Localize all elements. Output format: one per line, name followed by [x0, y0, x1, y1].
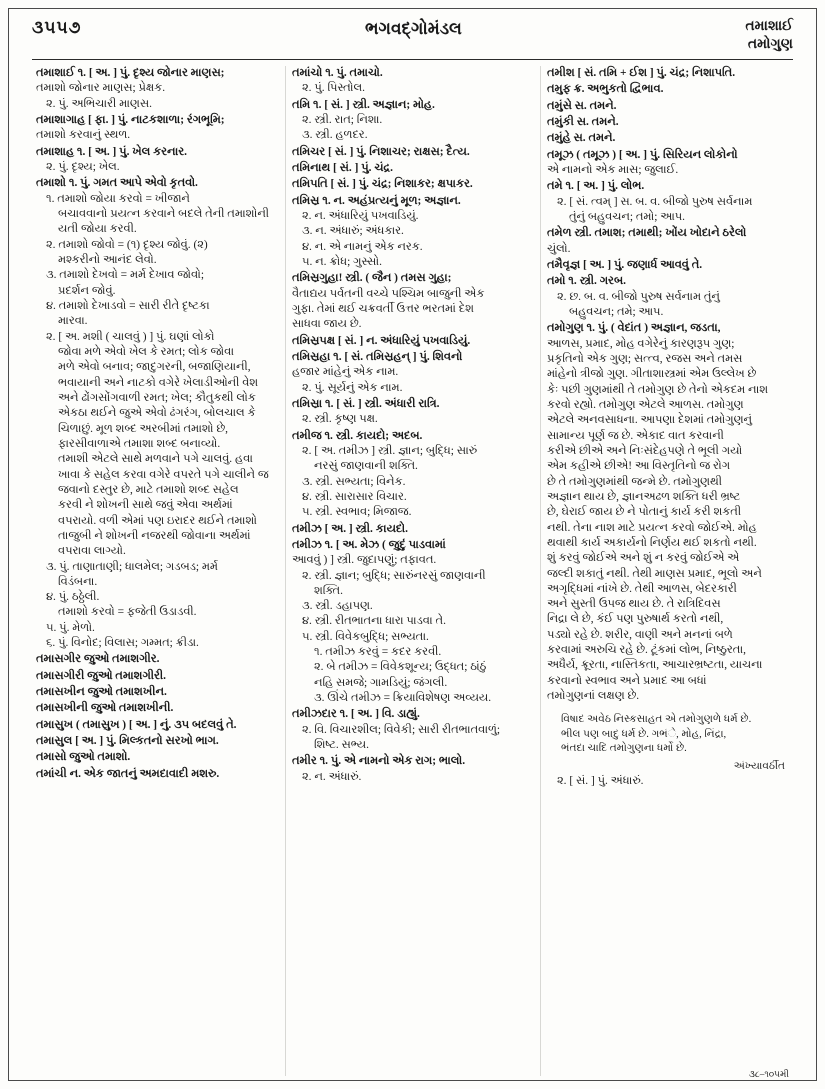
entry-continuation-line: સામાન્ય પૂર્ણ જ છે. એકાદ વાત કરવાની: [547, 429, 724, 442]
entry-headword-line: તમુંસે સ. તમને.: [547, 99, 617, 112]
entry-continuation-line: અને સુસ્તી ઉપજ થાય છે. તે રાત્રિદિવસ: [547, 598, 721, 611]
entry-headword-line: તમિસ્રહા ૧. [ સં. તમિસ્રહન્ ] પું. શિવનો: [292, 350, 463, 363]
entry-continuation-line: પડ્યો રહે છે. શરીર, વાણી અને મનનાં બળે: [547, 628, 733, 641]
entry-continuation-line: કેઃ પછી ગુણમાંથી તે તમોગુણ છે તેનો એકદમ નાશ: [547, 383, 769, 396]
entry-sense-line: ૨. તમાશો જોવો = (૧) દૃશ્ય જોવું. (૨): [46, 238, 208, 251]
entry-headword-line: તમોગુણ ૧. પું. ( વેદાંત ) અજ્ઞાન, જડતા,: [547, 322, 721, 335]
dictionary-entry: [292, 522, 534, 537]
entry-continuation-line: નિદ્રા લે છે, કંઈ પણ પુરુષાર્થ કરતો નથી,: [547, 613, 724, 626]
entry-headword-line: તમાસખીન જુઓ તમાશખીન.: [36, 686, 167, 699]
entry-continuation-line: થવાથી કાર્ય અકાર્યનો નિર્ણય થઈ શકતો નથી.: [547, 536, 757, 549]
entry-sense-line: ૪. સ્ત્રી. સારાસાર વિચાર.: [302, 490, 407, 503]
entry-headword-line: તમાશો ૧. પું. ગમત આપે એવો કૃતવો.: [36, 177, 198, 190]
entry-continuation-line: કરવામાં અરુચિ રહે છે. ટૂંકમાં લોભ, નિષ્ઠુરતા,: [547, 644, 746, 657]
dictionary-entry: [547, 66, 789, 81]
entry-headword-line: તમૂઝ ( તમૂઝ ) [ અ. ] પું. સિરિયન લોકોનો: [547, 148, 738, 161]
entry-sense-line: ૪. પું. ઠઠ્ઠેલી.: [46, 591, 100, 604]
entry-headword-line: તમીઝ [ અ. ] સ્ત્રી. કાયદો.: [292, 522, 408, 535]
entry-subsense-line: એકઠા થઈને જુએ એવો ઢંગરંગ, બોલચાલ કે: [58, 407, 256, 420]
entry-subsense-line: જોવા મળે એવો ખેલ કે રમત; લોક જોવા: [58, 345, 235, 358]
entry-continuation-line: ચુંલો.: [547, 242, 571, 255]
entry-subsense-line: અને ઢોંગસોંગવાળી રમત; ખેલ; કૌતુકથી લોક: [58, 391, 256, 404]
entry-sense-line: ૨. સ્ત્રી. કૃષ્ણ પક્ષ.: [302, 413, 378, 426]
entry-headword-line: તમિસ્રગુહા! સ્ત્રી. ( જૈન ) તમસ ગુહા;: [292, 272, 452, 285]
entry-sense-line: ૨. [ સં. ત્વમ્ ] સ. બ. વ. બીજો પુરુષ સર્વનામ: [557, 195, 753, 208]
dictionary-entry: [36, 701, 279, 716]
entry-subsense-line: ભવાયાની અને નાટકો વગેરે ખેલાડીઓની વેશ: [58, 376, 259, 389]
contributor-signature: અંખ્યાવર્ઠીત: [733, 761, 785, 773]
entry-headword-line: તમુંકી સ. તમને.: [547, 115, 619, 128]
entry-continuation-line: કરીએ છીએ અને નિઃસંદેહપણે તે ભૂલી ગયો: [547, 444, 743, 457]
entry-subsense-line: નરસું જાણવાની શક્તિ.: [314, 460, 418, 473]
dictionary-entry: [36, 669, 279, 684]
entry-headword-line: તમિપતિ [ સં. ] પું. ચંદ્ર; નિશાકર; ક્ષપાકર.: [292, 178, 473, 191]
entry-headword-line: તમાશાહ ૧. [ અ. ] પું. ખેલ કરનાર.: [36, 145, 188, 158]
entry-sense-line: ૪. સ્ત્રી. રીતભાતના ધારા પાડવા તે.: [302, 615, 446, 628]
entry-continuation-line: શું કરવું જોઈએ અને શું ન કરવું જોઈએ એ: [547, 552, 740, 565]
entry-continuation-line: સાધવા જાય છે.: [292, 318, 362, 331]
entry-headword-line: તમીજ ૧. સ્ત્રી. કાયદો; અદબ.: [292, 429, 423, 442]
dictionary-entry: [36, 66, 279, 112]
entry-subsense-line: તમાશો કરવો = ફજેતી ઉડાડવી.: [58, 606, 197, 619]
column-1: [30, 66, 285, 1076]
dictionary-entry: [292, 271, 534, 332]
dictionary-entry: [547, 774, 789, 789]
header-rule: [32, 59, 793, 60]
entry-headword-line: તમિચર [ સં. ] પું. નિશાચર; રાક્ષસ; દૈત્ય.: [292, 145, 470, 158]
entry-subsense-line: ૨. બે તમીઝ = વિવેકશૂન્ય; ઉદ્ધત; ઠાંઠું: [314, 661, 487, 674]
dictionary-entry: [292, 397, 534, 428]
entry-headword-line: તમાસખીની જુઓ તમાશખીની.: [36, 702, 174, 715]
running-head-line1: તમાશાઈ: [745, 19, 793, 34]
entry-subsense-line: શિષ્ટ. સભ્ય.: [314, 739, 369, 752]
dictionary-entry: [292, 145, 534, 160]
entry-sense-line: ૨. સ્ત્રી. રાત; નિશા.: [302, 113, 383, 126]
dictionary-entry: [292, 754, 534, 785]
entry-sense-line: ૩. પું. તાણાતાણી; ધાલમેલ; ગડબડ; મર્મ: [46, 560, 218, 573]
entry-sense-line: ૨. ન. અંધારું.: [302, 770, 362, 783]
entry-headword-line: તમાંચી ન. એક જાતનું અમદાવાદી મશરુ.: [36, 767, 220, 780]
entry-continuation-line: અજ્ઞાન થાય છે, જ્ઞાનઅઢળ શક્તિ ધરી ભ્રષ્ટ: [547, 490, 741, 503]
column-3: [540, 66, 795, 1079]
entry-headword-line: તમે ૧. [ અ. ] પું. લોભ.: [547, 180, 645, 193]
entry-headword-line: તમિસ્રપક્ષ [ સં. ] ન. અંધારિયું પખવાડિયું.: [292, 334, 471, 347]
entry-sense-line: ૫. પું. મેળો.: [46, 621, 95, 634]
entry-continuation-line: વિષાદ અવેઠ નિસ્કસાહત એ તમોગુણળે ધર્મ છે.: [561, 714, 752, 726]
entry-continuation-line: છે તે તમોગુણમાંથી જન્મે છે. તમોગુણથી: [547, 475, 722, 488]
entry-continuation-line: જલ્દી શકાતું નથી. તેથી માણસ પ્રમાદ, ભૂલો અને: [547, 567, 762, 580]
entry-sense-line: ૩. સ્ત્રી. હળદર.: [302, 129, 368, 142]
catchword: ૩૮–૧૦૫મી: [748, 1068, 789, 1079]
entry-sense-line: ૫. સ્ત્રી. વિવેકબુદ્ધિ; સભ્યતા.: [302, 630, 429, 643]
entry-subsense-line: મશ્કરીનો આનંદ લેવો.: [58, 253, 157, 266]
dictionary-entry: [36, 750, 279, 765]
entry-continuation-line: તમાશો કરવાનું સ્થળ.: [36, 129, 131, 142]
entry-sense-line: ૨. વિ. વિચારશીલ; વિવેકી; સારી રીતભાતવાળું;: [302, 723, 501, 736]
dictionary-entry: [36, 734, 279, 749]
entry-continuation-line: હજાર માંહેનું એક નામ.: [292, 366, 399, 379]
dictionary-entry: [36, 685, 279, 700]
dictionary-entry: [547, 82, 789, 97]
entry-subsense-line: જવાનો દસ્તુર છે, માટે તમાશો શબ્દ સહેલ: [58, 483, 239, 496]
entry-sense-line: ૬. પું. વિનોદ; વિલાસ; ગમ્મત; ક્રીડા.: [46, 637, 199, 650]
entry-continuation-line: એમ કહીએ છીએ! આ વિસ્તૃતિનો જ રોગ: [547, 460, 731, 473]
entry-headword-line: તમાસો જુઓ તમાશો.: [36, 751, 131, 764]
dictionary-entry: [292, 707, 534, 753]
entry-subsense-line: વિડંબના.: [58, 575, 98, 588]
entry-continuation-line: કરવાનો સ્વભાવ અને પ્રમાદ આ બધાં: [547, 674, 707, 687]
entry-headword-line: તમીઝ ૧. [ અ. મેઝ ( જુદું પાડવામાં: [292, 538, 446, 551]
entry-headword-line: તમો ૧. સ્ત્રી. ગરબ.: [547, 275, 626, 288]
dictionary-entry: [292, 177, 534, 192]
dictionary-entry: [547, 99, 789, 114]
entry-subsense-line: તમાશી એટલે સાથે મળવાને પગે ચાલવું. હવા: [58, 453, 253, 466]
entry-subsense-line: મારવા.: [58, 315, 88, 328]
dictionary-entry: [36, 113, 279, 144]
dictionary-entry: [36, 718, 279, 733]
entry-subsense-line: ૩. ઊંચે તમીઝ = ક્રિયાવિશેષણ અવ્યય.: [314, 692, 492, 705]
dictionary-entry: [292, 98, 534, 144]
entry-headword-line: તમાસગીરી જુઓ તમાશગીરી.: [36, 669, 167, 682]
footnote: [547, 713, 789, 756]
dictionary-entry: [547, 179, 789, 225]
entry-sense-line: ૫. સ્ત્રી. સ્વભાવ; મિજાજ.: [302, 506, 412, 519]
dictionary-entry: [36, 652, 279, 667]
entry-headword-line: તમાંચો ૧. પું. તમાચો.: [292, 67, 383, 79]
entry-continuation-line: કરવો રહ્યો. તમોગુણ એટલે આળસ. તમોગુણ: [547, 398, 744, 411]
entry-continuation-line: અધૈર્ય, ક્રૂરતા, નાસ્તિકતા, આચારભ્રષ્ટતા, યાચના: [547, 659, 763, 672]
entry-sense-line: ૪. તમાશો દેખાડવો = સારી રીતે દૃષ્ટકા: [46, 299, 210, 312]
entry-continuation-line: આવવું ) ] સ્ત્રી. જુદાપણું; તફાવત.: [292, 554, 437, 567]
entry-continuation-line: વૈતાદ્યય પર્વતની વચ્ચે પશ્ચિમ બાજુની એક: [292, 287, 485, 300]
entry-continuation-line: એટલે અનવસાધના. આપણા દેશમાં તમોગુણનું: [547, 414, 752, 427]
entry-sense-line: ૪. ન. એ નામનું એક નરક.: [302, 240, 423, 253]
entry-subsense-line: તુંનું બહુવચન; તમો; આપ.: [569, 210, 686, 223]
dictionary-entry: [292, 161, 534, 176]
entry-sense-line: ૨. [ સં. ] પું. અંધારું.: [557, 775, 644, 788]
entry-headword-line: તમુંહે સ. તમને.: [547, 132, 616, 145]
entry-subsense-line: યતી જોયા કરવી.: [58, 223, 137, 236]
entry-sense-line: ૨. પું. અભિચારી માણસ.: [46, 97, 152, 110]
entry-subsense-line: વપરાયો. વળી એમાં પણ ઇરાદર થઈને તમાશો: [58, 514, 257, 527]
running-head-line2: તમોગુણ: [747, 36, 793, 52]
dictionary-entry: [36, 767, 279, 782]
running-head: [745, 18, 793, 53]
entry-sense-line: ૨. પું. સૂર્યનું એક નામ.: [302, 381, 403, 394]
entry-subsense-line: ખાવા કે સહેલ કરવા વગેરે વપરતે પગે ચાલીને જ: [58, 468, 269, 481]
entry-subsense-line: ચિળાછું. મૂળ શબ્દ અરબીમાં તમાશો છે,: [58, 422, 229, 435]
entry-continuation-line: અગૃદ્ધિમાં નાંખે છે. તેથી આળસ, બેદરકારી: [547, 582, 737, 595]
entry-subsense-line: મળે એવો બનાવ; જાદુગરની, બજાણિયાની,: [58, 361, 251, 374]
entry-headword-line: તમીઝદાર ૧. [ અ. ] વિ. ડાહ્યું.: [292, 708, 420, 721]
column-2: [285, 66, 540, 1076]
entry-subsense-line: ફારસીવાળાએ તમાશા શબ્દ બનાવ્યો.: [58, 437, 221, 450]
entry-continuation-line: ગુફા. તેમાં થઈ ચક્રવર્તી ઉત્તર ભરતમાં દેશ: [292, 302, 474, 315]
entry-subsense-line: તાજુબી ને શોખની નજરથી જોવાના અર્થમાં: [58, 529, 251, 542]
entry-headword-line: તમેળ સ્ત્રી. તમાશ; તમાથી; ખોંય ખોદાને ઠરેલો: [547, 227, 747, 240]
entry-sense-line: ૨. [ અ. તમીઝ ] સ્ત્રી. જ્ઞાન; બુદ્ધિ; સારું: [302, 444, 478, 457]
entry-continuation-line: તમોગુણનાં લક્ષણ છે.: [547, 690, 640, 703]
page-title: ભગવદ્ગોમંડલ: [364, 19, 462, 38]
entry-headword-line: તમિનાથ [ સં. ] પું. ચંદ્ર.: [292, 161, 394, 174]
entry-subsense-line: બચાવવાનો પ્રયત્ન કરવાને બદલે તેની તમાશોની: [58, 207, 270, 220]
entry-headword-line: તમીશ [ સં. તમિ + ઈશ ] પું. ચંદ્ર; નિશાપતિ.: [547, 67, 736, 79]
entry-continuation-line: છે, ઘેરાઈ જાય છે ને પોતાનું કાર્ય કરી શકતી: [547, 506, 742, 519]
entry-sense-line: ૧. તમાશો જોયા કરવો = ખીજાને: [46, 192, 190, 205]
entry-sense-line: ૩. ન. અંધારું; અંધકાર.: [302, 225, 404, 238]
entry-sense-line: ૨. પું. દૃશ્ય; ખેલ.: [46, 160, 120, 173]
entry-subsense-line: કરવી ને શોખની સાથે જવું એવા અર્થમાં: [58, 499, 233, 512]
dictionary-entry: [292, 334, 534, 349]
dictionary-entry: [292, 429, 534, 521]
entry-subsense-line: બહુવચન; તમે; આપ.: [569, 305, 664, 318]
entry-sense-line: ૩. તમાશો દેખવો = મર્મ દેખાવ જોવો;: [46, 269, 205, 282]
folio-number: ૩૫૫૭: [32, 18, 82, 37]
entry-sense-line: ૨. સ્ત્રી. જ્ઞાન; બુદ્ધિ; સારુંનરસું જાણવાની: [302, 569, 486, 582]
dictionary-entry: [36, 145, 279, 176]
entry-subsense-line: નહિ સમજે; ગામડિયું; જંગલી.: [314, 676, 448, 689]
dictionary-entry: [547, 258, 789, 273]
entry-headword-line: તમાશાઈ ૧. [ અ. ] પું. દૃશ્ય જોનાર માણસ;: [36, 67, 225, 79]
entry-headword-line: તમાસુલ [ અ. ] પું. મિલ્કતનો સરખો ભાગ.: [36, 735, 219, 748]
entry-continuation-line: તમાશો જોનાર માણસ; પ્રેક્ષક.: [36, 82, 166, 95]
dictionary-entry: [547, 321, 789, 704]
entry-subsense-line: વપરાવા લાગ્યો.: [58, 545, 126, 558]
columns-container: [18, 66, 807, 1079]
entry-sense-line: ૨. પું. પિસ્તોલ.: [302, 82, 365, 95]
entry-sense-line: ૩. સ્ત્રી. ડહાપણ.: [302, 600, 373, 613]
entry-headword-line: તમીર ૧. પું. એ નામનો એક રાગ; ભાલો.: [292, 755, 466, 768]
dictionary-entry: [547, 131, 789, 146]
entry-headword-line: તમાસગીર જુઓ તમાશગીર.: [36, 653, 160, 666]
entry-continuation-line: એ નામનો એક માસ; જુલાઈ.: [547, 163, 679, 176]
dictionary-entry: [547, 226, 789, 257]
entry-headword-line: તમાસુખ ( તમાસુખ ) [ અ. ] નું. ૩૫ બદલવું તે.: [36, 718, 237, 731]
entry-headword-line: તમુફ ક્ર. અભુકતો દ્વિભાવ.: [547, 83, 664, 96]
dictionary-entry: [547, 148, 789, 179]
dictionary-entry: [292, 194, 534, 271]
dictionary-entry: [547, 115, 789, 130]
entry-subsense-line: શક્તિ.: [314, 584, 343, 597]
entry-subsense-line: પ્રદર્શન જોવું.: [58, 284, 116, 297]
entry-headword-line: તમાશાગાહ [ ફા. ] પું. નાટકશાળા; રંગભૂમિ;: [36, 113, 225, 126]
entry-continuation-line: નથી. તેના નાશ માટે પ્રયત્ન કરવો જોઈએ. મોહ: [547, 521, 757, 534]
entry-sense-line: ૩. સ્ત્રી. સભ્યતા; વિનેક.: [302, 475, 406, 488]
entry-subsense-line: ૧. તમીઝ કરવું = કદર કરવી.: [314, 646, 442, 659]
entry-headword-line: તમિસ્રા ૧. [ સં. ] સ્ત્રી. અંધારી રાત્રિ.: [292, 397, 440, 410]
page-header: [18, 16, 807, 56]
entry-continuation-line: ભંતદા ચાદિ તમોગુણના ધર્મો છે.: [561, 743, 687, 755]
entry-continuation-line: ભીલ પણ બાદુ ધર્મ છે. ગભંે, મોહ, નિંદ્રા,: [561, 728, 727, 740]
dictionary-entry: [547, 274, 789, 320]
entry-sense-line: ૨. છ. બ. વ. બીજો પુરુષ સર્વનામ તુંનું: [557, 290, 720, 303]
entry-sense-line: ૨. ન. અંધારિયું પખવાડિયું.: [302, 209, 419, 222]
dictionary-entry: [292, 66, 534, 97]
entry-sense-line: ૨. [ અ. મશી ( ચાલવું ) ] પું. ઘણાં લોકો: [46, 330, 215, 343]
entry-sense-line: ૫. ન. ક્રોધ; ગુસ્સો.: [302, 255, 382, 268]
entry-headword-line: તમૈવૃજ્ઞ [ અ. ] પું. જણાર્ધ આવવું તે.: [547, 258, 703, 271]
dictionary-entry: [292, 538, 534, 707]
entry-continuation-line: પ્રકૃતિનો એક ગુણ; સત્ત્વ, રજસ અને તમસ: [547, 352, 743, 365]
entry-continuation-line: માંહેનો ત્રીજો ગુણ. ગીતાશાસ્ત્રમાં એમ ઉલ્લેખ છે: [547, 368, 757, 381]
entry-headword-line: તમિસ્ર ૧. ન. અહંપ્રત્યનું મૂળ; અજ્ઞાન.: [292, 194, 461, 207]
entry-headword-line: તમિ ૧. [ સં. ] સ્ત્રી. અજ્ઞાન; મોહ.: [292, 98, 435, 111]
dictionary-entry: [292, 350, 534, 396]
entry-continuation-line: આળસ, પ્રમાદ, મોહ વગેરેનું કારણરૂપ ગુણ;: [547, 337, 735, 350]
dictionary-entry: [36, 176, 279, 651]
